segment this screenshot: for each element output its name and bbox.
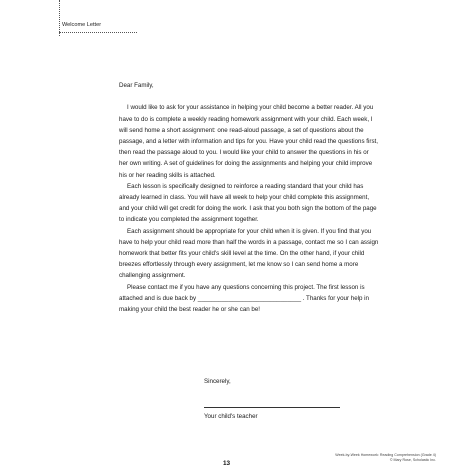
footer-credit-line: © Mary Rose, Scholastic Inc. [389,458,436,462]
letter-paragraph: Each lesson is specifically designed to reinforce a reading standard that your child has already learned in class. You will have all week to help your child complete this assignment, and your child will get credit for doing the work. I ask that you both sign the bottom of the page to indicate you completed the assignment together. [119,182,377,224]
page-number: 13 [223,460,231,467]
header-dotted-rule [59,0,60,36]
letter-paragraph: I would like to ask for your assistance in helping your child become a better reader. All you have to do is complete a weekly reading homework assignment with your child. Each week, I will send home a short assignment: one read-aloud passage, a set of questions about the passage, and a letter with information and tips for you. Have your child read the questions first, then read the passage aloud to you. I would like your child to answer the questions in his or her own writing. A set of guidelines for doing the assignments and helping your child improve his or her reading skills is attached. [119,104,378,179]
closing: Sincerely, [204,378,231,385]
footer-credit-line: Week-by-Week Homework: Reading Comprehension (Grade 4) [335,453,436,457]
letter-body [119,80,379,315]
footer-credit [316,453,436,463]
signature-caption: Your child's teacher [204,413,258,420]
signature-line [204,407,340,408]
letter-paragraph: Each assignment should be appropriate for your child when it is given. If you find that you have to help your child read more than half the words in a passage, contact me so I can assign homework that better fits your child's skill level at the time. On the other hand, if your child breezes effortlessly through every assignment, let me know so I can send home a more challenging assignment. [119,227,379,280]
header-underline [59,32,137,33]
section-label: Welcome Letter [62,22,102,28]
letter-paragraph: Please contact me if you have any questions concerning this project. The first lesson is attached and is due back by ______________________________ . Thanks for your help in making your child the best reader he or she can be! [119,283,369,314]
salutation: Dear Family, [119,82,154,89]
